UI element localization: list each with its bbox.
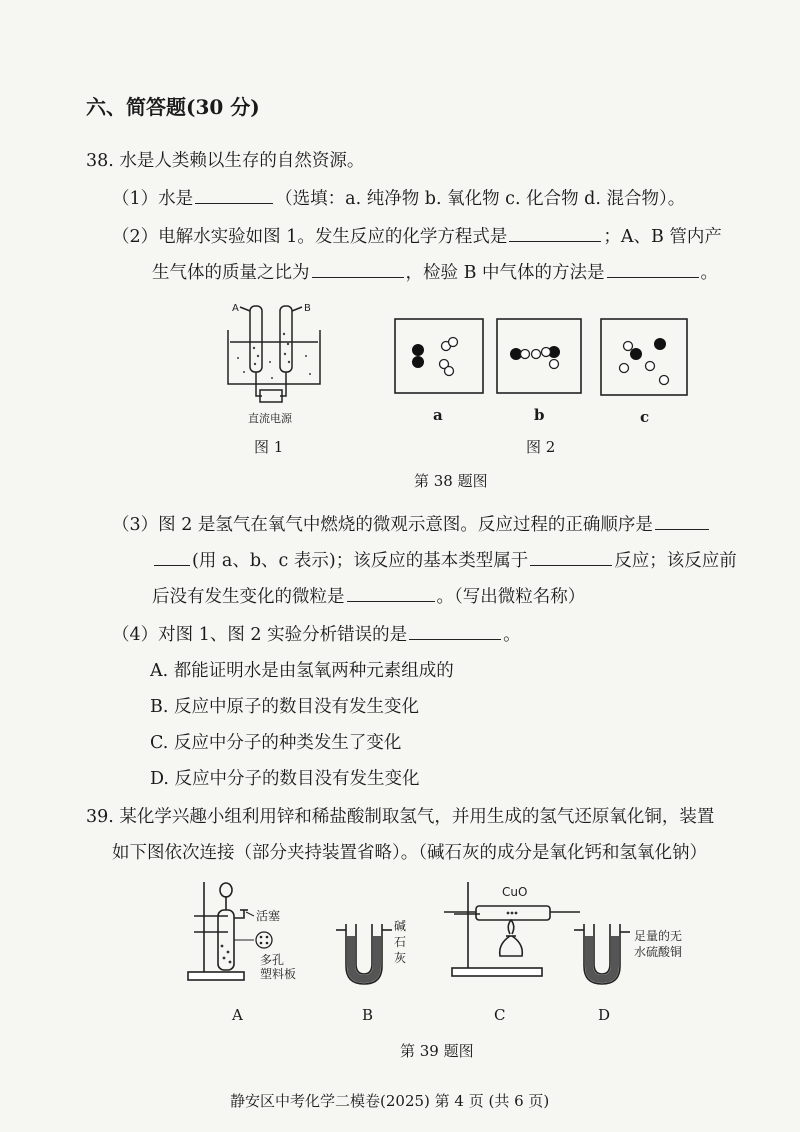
plate-label-2: 塑料板 bbox=[260, 967, 297, 981]
section-title: 六、简答题(30 分) bbox=[86, 95, 260, 119]
fig2-box-a bbox=[394, 318, 484, 394]
answer-blank bbox=[607, 262, 699, 278]
apparatus-b-figure bbox=[330, 910, 410, 990]
q38-stem: 38. 水是人类赖以生存的自然资源。 bbox=[86, 151, 365, 171]
q38-part3: （3）图 2 是氢气在氧气中燃烧的微观示意图。反应过程的正确顺序是 bbox=[112, 514, 711, 536]
answer-blank bbox=[312, 262, 404, 278]
fig2-box-b bbox=[496, 318, 582, 394]
q38-part3-cont: (用 a、b、c 表示)；该反应的基本类型属于 反应；该反应前 bbox=[152, 550, 737, 572]
apparatus-label-b: B bbox=[362, 1006, 374, 1024]
apparatus-label-a: A bbox=[232, 1006, 243, 1024]
q38-part2: （2）电解水实验如图 1。发生反应的化学方程式是 ；A、B 管内产 bbox=[112, 227, 722, 247]
lime-label-3: 灰 bbox=[394, 951, 407, 965]
option-b: B. 反应中原子的数目没有发生变化 bbox=[150, 697, 419, 717]
q39-line1: 39. 某化学兴趣小组利用锌和稀盐酸制取氢气，并用生成的氢气还原氧化铜，装置 bbox=[86, 807, 715, 827]
fig2-box-c bbox=[600, 318, 688, 396]
page-footer: 静安区中考化学二模卷(2025) 第 4 页 (共 6 页) bbox=[230, 1092, 550, 1110]
answer-blank bbox=[409, 624, 501, 640]
answer-blank bbox=[154, 550, 190, 566]
lime-label-2: 石 bbox=[394, 935, 407, 949]
apparatus-c-figure bbox=[440, 876, 590, 986]
q38-figure-title: 第 38 题图 bbox=[414, 472, 488, 490]
figure-2-caption: 图 2 bbox=[526, 438, 556, 456]
answer-blank bbox=[530, 550, 612, 566]
power-supply-label: 直流电源 bbox=[248, 412, 292, 425]
plate-label-1: 多孔 bbox=[260, 953, 285, 967]
answer-blank bbox=[347, 586, 435, 602]
cuso4-label-2: 水硫酸铜 bbox=[634, 945, 683, 959]
q38-part3-cont2: 后没有发生变化的微粒是 。（写出微粒名称） bbox=[152, 587, 586, 607]
apparatus-label-d: D bbox=[598, 1006, 611, 1024]
fig2-label-c: c bbox=[640, 408, 650, 426]
q38-part2-cont: 生气体的质量之比为 ，检验 B 中气体的方法是 。 bbox=[152, 263, 718, 283]
option-a: A. 都能证明水是由氢氧两种元素组成的 bbox=[150, 661, 454, 681]
q39-line2: 如下图依次连接（部分夹持装置省略）。（碱石灰的成分是氧化钙和氢氧化钠） bbox=[112, 843, 707, 863]
q39-figure-title: 第 39 题图 bbox=[400, 1042, 474, 1060]
apparatus-a-figure bbox=[180, 876, 310, 986]
fig2-label-b: b bbox=[534, 406, 545, 424]
electrolysis-apparatus-figure bbox=[220, 298, 330, 430]
cuo-label: CuO bbox=[502, 885, 528, 899]
lime-label-1: 碱 bbox=[394, 919, 407, 933]
answer-blank bbox=[655, 514, 709, 530]
q38-part1: （1）水是 （选填：a. 纯净物 b. 氧化物 c. 化合物 d. 混合物）。 bbox=[112, 189, 686, 209]
tube-a-label: A bbox=[232, 303, 239, 314]
answer-blank bbox=[509, 226, 601, 242]
q38-part4: （4）对图 1、图 2 实验分析错误的是 。 bbox=[112, 625, 521, 645]
apparatus-d-figure bbox=[570, 910, 710, 990]
tube-b-label: B bbox=[304, 303, 311, 314]
fig2-label-a: a bbox=[433, 406, 443, 424]
apparatus-label-c: C bbox=[494, 1006, 506, 1024]
option-d: D. 反应中分子的数目没有发生变化 bbox=[150, 769, 420, 789]
valve-label: 活塞 bbox=[256, 909, 281, 923]
figure-1-caption: 图 1 bbox=[254, 438, 284, 456]
answer-blank bbox=[195, 188, 273, 204]
cuso4-label-1: 足量的无 bbox=[634, 929, 683, 943]
option-c: C. 反应中分子的种类发生了变化 bbox=[150, 733, 402, 753]
